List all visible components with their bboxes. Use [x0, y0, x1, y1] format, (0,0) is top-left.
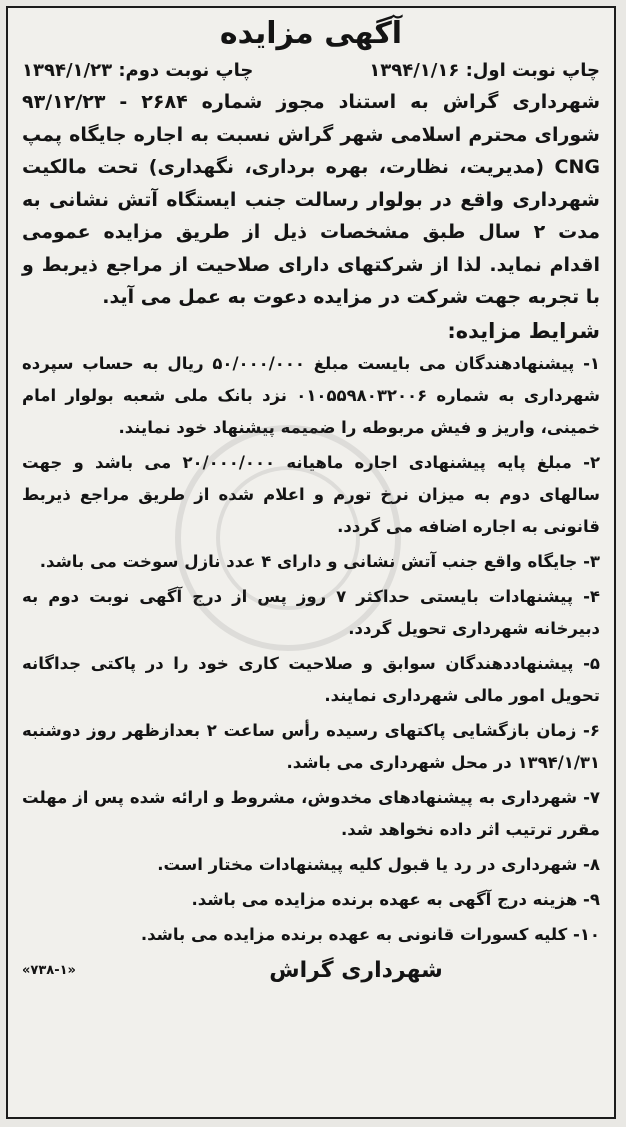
condition-item: ۹- هزینه درج آگهی به عهده برنده مزایده می باشد. [191, 889, 600, 909]
notice-footer [22, 954, 600, 988]
condition-item: ۶- زمان بازگشایی پاکتهای رسیده رأس ساعت ۲ بعدازظهر روز دوشنبه ۱۳۹۴/۱/۳۱ در محل شهرداری می باشد. [22, 720, 600, 772]
notice-intro: شهرداری گراش به استناد مجوز شماره ۲۶۸۴ - ۹۳/۱۲/۲۳ شورای محترم اسلامی شهر گراش نسبت به اجاره جایگاه پمپ CNG (مدیریت، نظارت، بهره برداری، نگهداری) تحت مالکیت شهرداری واقع در بولوار رسالت جنب ایستگاه آتش نشانی به مدت ۲ سال طبق مشخصات ذیل از طریق مزایده عمومی اقدام نماید. لذا از شرکتهای دارای صلاحیت از مراجع ذیربط و با تجربه جهت شرکت در مزایده دعوت به عمل می آید. [22, 91, 601, 308]
condition-item: ۳- جایگاه واقع جنب آتش نشانی و دارای ۴ عدد نازل سوخت می باشد. [39, 551, 600, 571]
notice-frame [6, 6, 616, 1119]
notice-code: «۷۳۸-۱» [22, 962, 76, 978]
condition-item: ۴- پیشنهادات بایستی حداکثر ۷ روز پس از درج آگهی نوبت دوم به دبیرخانه شهرداری تحویل گردد. [22, 586, 600, 638]
conditions-list [22, 348, 600, 951]
conditions-heading: شرایط مزایده: [447, 318, 600, 343]
condition-item: ۵- پیشنهاددهندگان سوابق و صلاحیت کاری خود را در پاکتی جداگانه تحویل امور مالی شهرداری نمایند. [22, 653, 600, 705]
condition-item: ۲- مبلغ پایه پیشنهادی اجاره ماهیانه ۲۰/۰۰۰/۰۰۰ می باشد و جهت سالهای دوم به میزان نرخ تورم و اعلام شده از طریق مراجع ذیربط قانونی به اجاره اضافه می گردد. [22, 452, 601, 536]
first-print-date: چاپ نوبت اول: ۱۳۹۴/۱/۱۶ [369, 60, 600, 81]
condition-item: ۸- شهرداری در رد یا قبول کلیه پیشنهادات مختار است. [157, 854, 600, 874]
condition-item: ۷- شهرداری به پیشنهادهای مخدوش، مشروط و ارائه شده پس از مهلت مقرر ترتیب اثر داده نخواهد شد. [22, 787, 600, 839]
print-dates [22, 56, 600, 86]
condition-item: ۱- پیشنهادهندگان می بایست مبلغ ۵۰/۰۰۰/۰۰۰ ریال به حساب سپرده شهرداری به شماره ۰۱۰۵۵۹۸۰۳۲۰۰۶ نزد بانک ملی شعبه بولوار امام خمینی، واریز و فیش مربوطه را ضمیمه پیشنهاد خود نمایند. [22, 353, 600, 437]
notice-title: آگهی مزایده [219, 16, 403, 51]
condition-item: ۱۰- کلیه کسورات قانونی به عهده برنده مزایده می باشد. [140, 924, 600, 944]
second-print-date: چاپ نوبت دوم: ۱۳۹۴/۱/۲۳ [22, 60, 254, 81]
notice-content [8, 8, 614, 988]
signature-municipality: شهرداری گراش [269, 957, 443, 983]
